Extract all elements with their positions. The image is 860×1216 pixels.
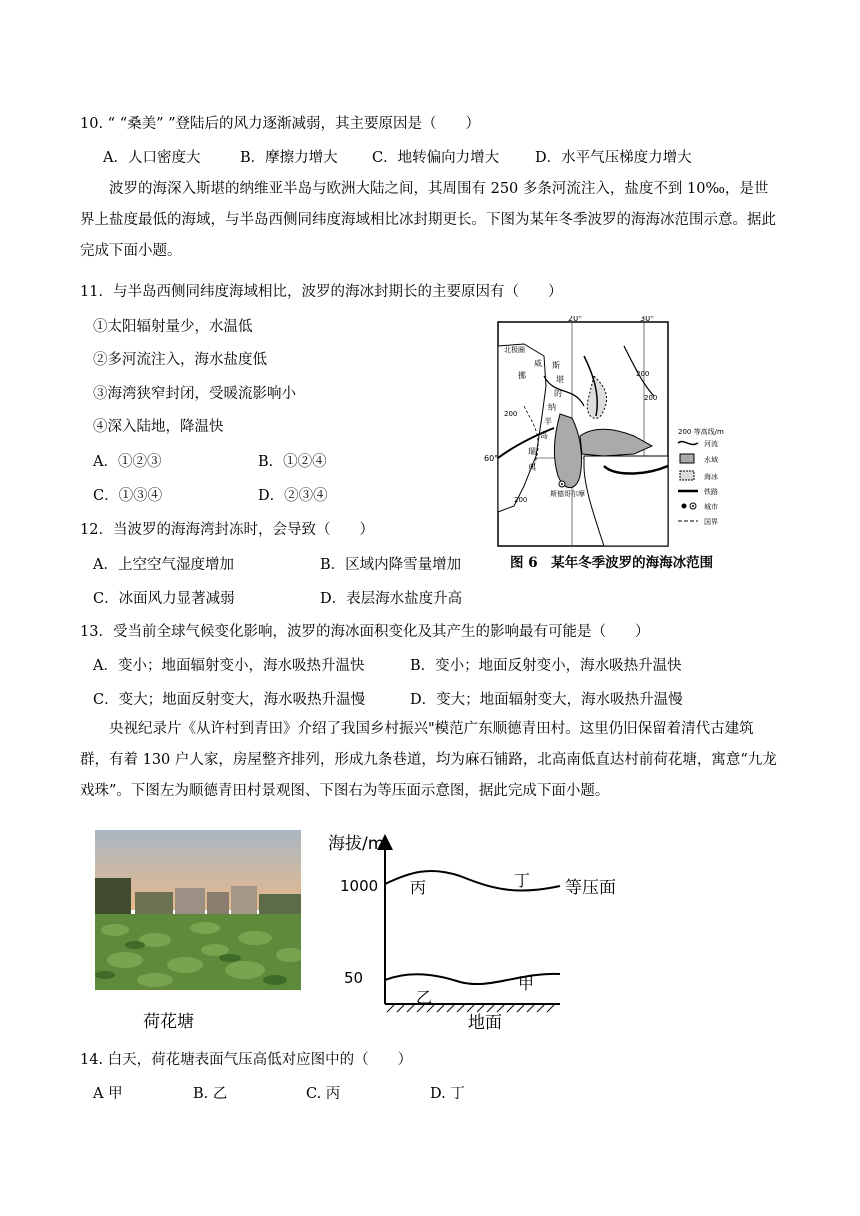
label-ding: 丁 xyxy=(514,871,531,890)
q11-option-c[interactable]: C．①③④ xyxy=(93,488,163,504)
map-label-si: 斯 xyxy=(552,361,560,370)
map-label-dao: 岛 xyxy=(540,431,548,440)
q12-option-a[interactable]: A．上空空气湿度增加 xyxy=(93,557,234,573)
q10-option-c[interactable]: C．地转偏向力增大 xyxy=(372,150,500,166)
q14-option-b[interactable]: B. 乙 xyxy=(193,1086,228,1102)
tick-1000: 1000 xyxy=(340,877,379,895)
map-label-200c: 200 xyxy=(644,394,658,402)
map-label-de: 的 xyxy=(554,389,562,398)
q14-option-a[interactable]: A 甲 xyxy=(93,1086,123,1102)
q11-item-1: ①太阳辐射量少，水温低 xyxy=(93,319,253,335)
map-label-stockholm: 斯德哥尔摩 xyxy=(550,490,585,498)
q13-option-d[interactable]: D．变大；地面辐射变大，海水吸热升温慢 xyxy=(410,692,683,708)
map-label-ban: 半 xyxy=(544,417,552,426)
map-label-60: 60° xyxy=(484,454,499,463)
map-label-arctic: 北极圈 xyxy=(504,346,525,354)
legend-railway: 铁路 xyxy=(704,488,718,496)
legend-river: 河流 xyxy=(704,440,718,448)
q12-option-c[interactable]: C．冰面风力显著减弱 xyxy=(93,591,235,607)
map-label-na: 纳 xyxy=(548,403,556,412)
legend-city: 城市 xyxy=(704,503,718,511)
isobar-diagram xyxy=(320,822,620,1032)
map-label-200a: 200 xyxy=(504,410,518,418)
legend-contour: 200 等高线/m xyxy=(678,428,724,436)
q11-stem: 11．与半岛西侧同纬度海域相比，波罗的海冰封期长的主要原因有（ ） xyxy=(80,284,563,300)
tick-50: 50 xyxy=(344,969,364,987)
q10-option-a[interactable]: A．人口密度大 xyxy=(103,150,201,166)
map-label-ne: 挪 xyxy=(518,371,526,380)
map-label-20: 20° xyxy=(568,316,583,323)
q13-stem: 13．受当前全球气候变化影响，波罗的海冰面积变化及其产生的影响最有可能是（ ） xyxy=(80,624,650,640)
y-axis-label: 海拔/m xyxy=(328,834,385,854)
q11-option-a[interactable]: A．①②③ xyxy=(93,454,162,470)
map-label-wei: 威 xyxy=(534,359,542,368)
q12-stem: 12．当波罗的海海湾封冻时，会导致（ ） xyxy=(80,522,374,538)
q11-item-3: ③海湾狭窄封闭，受暖流影响小 xyxy=(93,386,296,402)
photo-caption: 荷花塘 xyxy=(143,1012,194,1032)
q13-option-b[interactable]: B．变小；地面反射变小，海水吸热升温快 xyxy=(410,658,682,674)
q12-option-d[interactable]: D．表层海水盐度升高 xyxy=(320,591,463,607)
map-caption: 图 6 某年冬季波罗的海海冰范围 xyxy=(510,555,714,571)
legend-ice: 海冰 xyxy=(704,473,718,481)
lotus-pond-photo xyxy=(95,830,301,990)
label-ground: 地面 xyxy=(468,1013,502,1032)
q14-option-c[interactable]: C. 丙 xyxy=(306,1086,341,1102)
q11-item-2: ②多河流注入，海水盐度低 xyxy=(93,352,267,368)
map-legend xyxy=(678,427,724,526)
q13-option-a[interactable]: A．变小；地面辐射变小，海水吸热升温快 xyxy=(93,658,365,674)
q10-option-b[interactable]: B．摩擦力增大 xyxy=(240,150,338,166)
label-bing: 丙 xyxy=(410,878,427,897)
map-label-rui: 瑞 xyxy=(528,447,536,456)
q10-option-d[interactable]: D．水平气压梯度力增大 xyxy=(535,150,692,166)
map-label-200b: 200 xyxy=(636,370,650,378)
q12-option-b[interactable]: B．区域内降雪量增加 xyxy=(320,557,462,573)
legend-border: 国界 xyxy=(704,518,718,526)
map-label-200d: 200 xyxy=(514,496,528,504)
label-yi: 乙 xyxy=(416,988,433,1007)
map-label-dian: 典 xyxy=(528,463,536,472)
label-jia: 甲 xyxy=(518,974,535,993)
label-isobar: 等压面 xyxy=(565,878,616,898)
passage-qingtian: 央视纪录片《从许村到青田》介绍了我国乡村振兴"模范广东顺德青田村。这里仍旧保留着清代古建筑群，有着 130 户人家，房屋整齐排列，形成九条巷道，均为麻石铺路，北高南低直达村前荷花塘，寓意“九龙戏珠”。下图左为顺德青田村景观图、下图右为等压面示意图，据此完成下面小题。 xyxy=(80,721,777,799)
q13-option-c[interactable]: C．变大；地面反射变大，海水吸热升温慢 xyxy=(93,692,366,708)
q10-stem: 10. “ “桑美” ”登陆后的风力逐渐减弱，其主要原因是（ ） xyxy=(80,116,481,132)
legend-water: 水域 xyxy=(704,456,718,464)
q14-stem: 14. 白天，荷花塘表面气压高低对应图中的（ ） xyxy=(80,1052,413,1068)
map-label-kan: 堪 xyxy=(556,375,564,384)
q11-item-4: ④深入陆地，降温快 xyxy=(93,419,224,435)
passage-baltic: 波罗的海深入斯堪的纳维亚半岛与欧洲大陆之间，其周围有 250 多条河流注入，盐度不到 10‰，是世界上盐度最低的海域，与半岛西侧同纬度海域相比冰封期更长。下图为某年冬季波罗的海海冰范围示意。据此完成下面小题。 xyxy=(80,181,776,259)
q11-option-d[interactable]: D．②③④ xyxy=(258,488,328,504)
baltic-ice-map xyxy=(484,316,760,570)
q14-option-d[interactable]: D. 丁 xyxy=(430,1086,465,1102)
q11-option-b[interactable]: B．①②④ xyxy=(258,454,327,470)
map-label-30: 30° xyxy=(640,316,655,323)
